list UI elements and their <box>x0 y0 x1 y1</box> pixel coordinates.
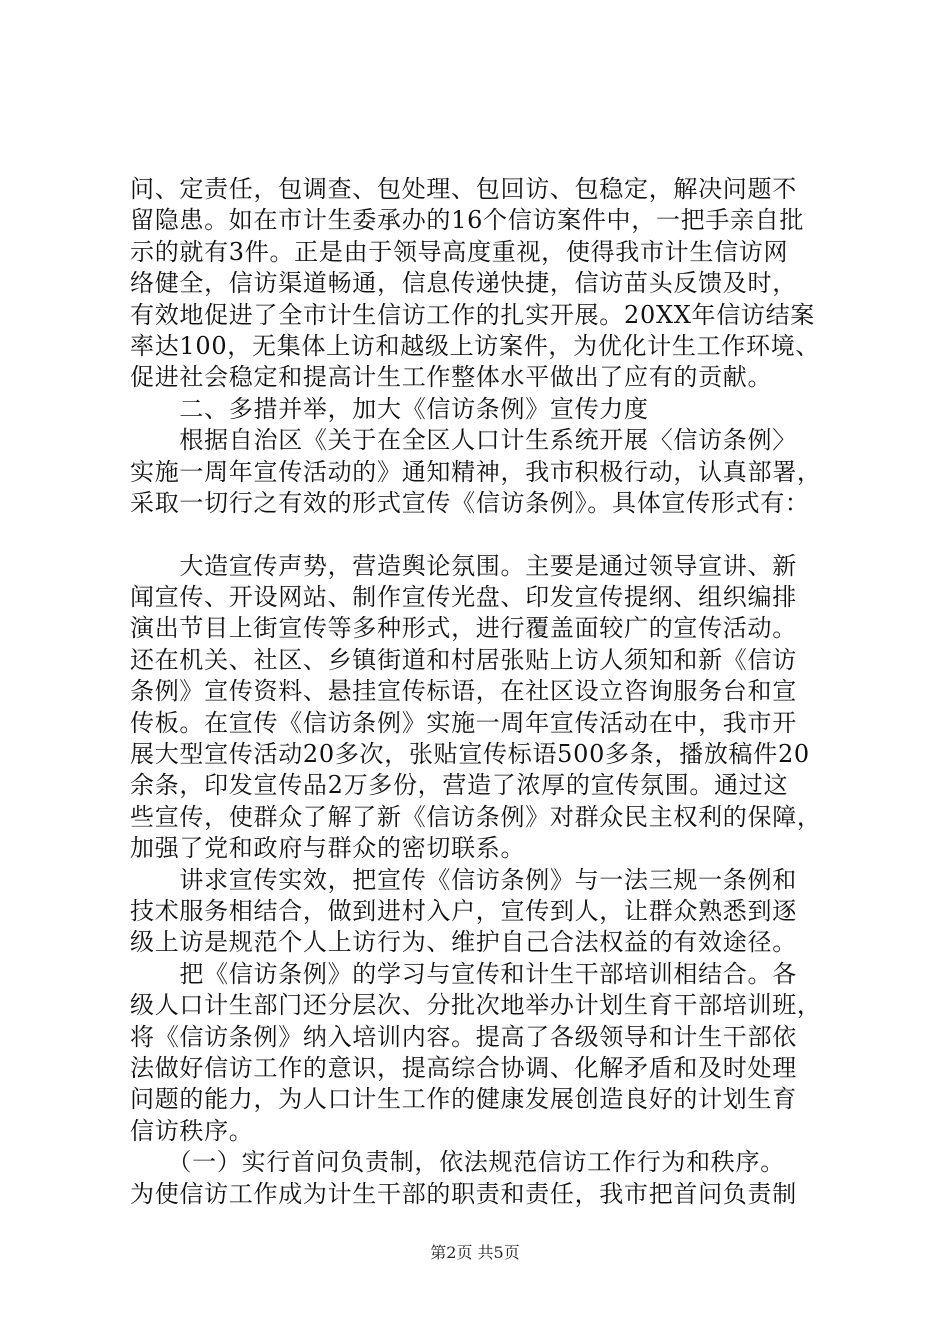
text-line: 条例》宣传资料、悬挂宣传标语，在社区设立咨询服务台和宣 <box>130 677 797 706</box>
text-line: 大造宣传声势，营造舆论氛围。主要是通过领导宣讲、新 <box>130 551 797 580</box>
section-heading: （一）实行首问负责制，依法规范信访工作行为和秩序。 <box>130 1148 785 1177</box>
text-line: 技术服务相结合，做到进村入户，宣传到人，让群众熟悉到逐 <box>130 896 797 925</box>
page-number-footer: 第2页 共5页 <box>430 1243 520 1262</box>
text-line: 讲求宣传实效，把宣传《信访条例》与一法三规一条例和 <box>130 865 797 894</box>
text-line: 级人口计生部门还分层次、分批次地举办计划生育干部培训班， <box>130 991 822 1020</box>
text-line: 留隐患。如在市计生委承办的16个信访案件中，一把手亲自批 <box>130 206 805 235</box>
text-line: 问、定责任，包调查、包处理、包回访、包稳定，解决问题不 <box>130 175 797 203</box>
text-line: 为使信访工作成为计生干部的职责和责任，我市把首问负责制 <box>130 1179 797 1208</box>
text-line: 法做好信访工作的意识，提高综合协调、化解矛盾和及时处理 <box>130 1053 797 1082</box>
text-line: 些宣传，使群众了解了新《信访条例》对群众民主权利的保障， <box>130 802 822 831</box>
text-line: 采取一切行之有效的形式宣传《信访条例》。具体宣传形式有： <box>130 488 810 517</box>
text-line: 加强了党和政府与群众的密切联系。 <box>130 834 526 863</box>
text-line: 络健全，信访渠道畅通，信息传递快捷，信访苗头反馈及时， <box>130 269 797 298</box>
text-line: 示的就有3件。正是由于领导高度重视，使得我市计生信访网 <box>130 237 789 266</box>
text-line: 促进社会稳定和提高计生工作整体水平做出了应有的贡献。 <box>130 363 773 392</box>
text-line: 问题的能力，为人口计生工作的健康发展创造良好的计划生育 <box>130 1085 797 1114</box>
text-line: 信访秩序。 <box>130 1116 254 1145</box>
section-heading: 二、多措并举，加大《信访条例》宣传力度 <box>130 394 649 423</box>
text-line: 展大型宣传活动20多次，张贴宣传标语500多条，播放稿件20 <box>130 740 810 769</box>
body-text <box>130 174 835 1210</box>
text-line: 传板。在宣传《信访条例》实施一周年宣传活动在中，我市开 <box>130 708 797 737</box>
text-line: 把《信访条例》的学习与宣传和计生干部培训相结合。各 <box>130 959 797 988</box>
text-line: 有效地促进了全市计生信访工作的扎实开展。20XX年信访结案 <box>130 300 816 329</box>
text-line: 根据自治区《关于在全区人口计生系统开展〈信访条例〉 <box>130 426 797 455</box>
text-line: 还在机关、社区、乡镇街道和村居张贴上访人须知和新《信访 <box>130 645 797 674</box>
text-line: 实施一周年宣传活动的》通知精神，我市积极行动，认真部署， <box>130 457 822 486</box>
blank-line <box>130 519 835 550</box>
text-line: 级上访是规范个人上访行为、维护自己合法权益的有效途径。 <box>130 928 797 957</box>
text-line: 余条，印发宣传品2万多份，营造了浓厚的宣传氛围。通过这 <box>130 771 789 800</box>
text-line: 闻宣传、开设网站、制作宣传光盘、印发宣传提纲、组织编排 <box>130 583 797 612</box>
text-line: 将《信访条例》纳入培训内容。提高了各级领导和计生干部依 <box>130 1022 797 1051</box>
text-line: 演出节目上街宣传等多种形式，进行覆盖面较广的宣传活动。 <box>130 614 797 643</box>
text-line: 率达100，无集体上访和越级上访案件，为优化计生工作环境、 <box>130 331 821 360</box>
